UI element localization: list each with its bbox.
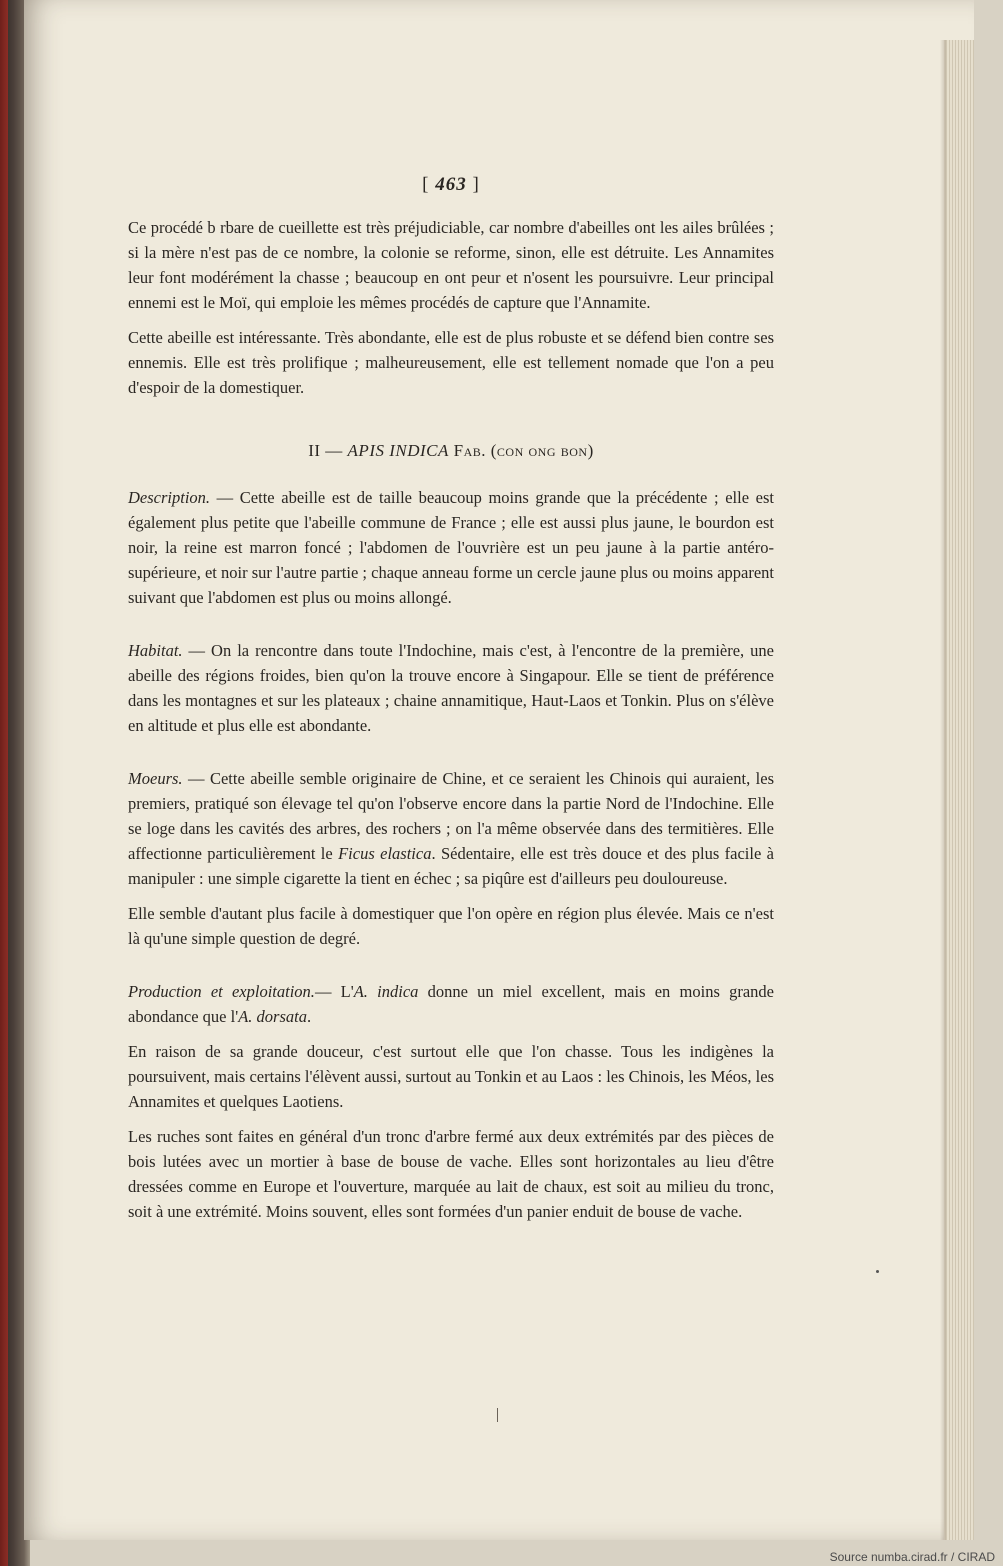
binding-edge [0,0,8,1566]
page-edges [944,40,974,1540]
page-number: [ 463 ] [422,174,480,195]
paragraph: En raison de sa grande douceur, c'est surtout elle que l'on chasse. Tous les indigènes la poursuivent, mais certains l'élèvent aussi, surtout au Tonkin et au Laos : les Chinois, les Méos, les Annamites et quelques Laotiens. [128,1042,774,1111]
moeurs-paragraph: Moeurs. — Cette abeille semble originaire de Chine, et ce seraient les Chinois qui auraient, les premiers, pratiqué son élevage tel qu'on l'observe encore dans la partie Nord de l'Indochine. Elle se loge dans les cavités des arbres, des rochers ; on l'a même observée dans des termitières. Elle affectionne particulièrement le Ficus elastica. Sédentaire, elle est très douce et des plus facile à manipuler : une simple cigarette la tient en échec ; sa piqûre est d'ailleurs peu douloureuse. [128,769,774,888]
production-paragraph: Production et exploitation.— L'A. indica donne un miel excellent, mais en moins grande abondance que l'A. dorsata. [128,982,774,1026]
paragraph: Les ruches sont faites en général d'un tronc d'arbre fermé aux deux extrémités par des pièces de bois lutées avec un mortier à base de bouse de vache. Elles sont horizontales au lieu d'être dressées comme en Europe et l'ouverture, marquée au lait de chaux, est soit au milieu du tronc, soit à une extrémité. Moins souvent, elles sont formées d'un panier enduit de bouse de vache. [128,1127,774,1221]
paragraph: Elle semble d'autant plus facile à domestiquer que l'on opère en région plus élevée. Mais ce n'est là qu'une simple question de degré. [128,904,774,948]
description-paragraph: Description. — Cette abeille est de taille beaucoup moins grande que la précédente ; elle est également plus petite que l'abeille commune de France ; elle est aussi plus jaune, le bourdon est noir, la reine est marron foncé ; l'abdomen de l'ouvrière est un peu jaune à la partie antéro-supérieure, et noir sur l'autre partie ; chaque anneau forme un cercle jaune plus ou moins apparent suivant que l'abdomen est plus ou moins allongé. [128,488,774,607]
source-credit: Source numba.cirad.fr / CIRAD [829,1550,995,1564]
page-text [128,172,774,1234]
section-heading: II — APIS INDICA Fab. (con ong bon) [308,441,594,460]
paragraph: Ce procédé b rbare de cueillette est très préjudiciable, car nombre d'abeilles ont les ailes brûlées ; si la mère n'est pas de ce nombre, la colonie se reforme, sinon, elle est détruite. Les Annamites leur font modérément la chasse ; beaucoup en ont peur et n'osent les poursuivre. Leur principal ennemi est le Moï, qui emploie les mêmes procédés de capture que l'Annamite. [128,218,774,312]
paragraph: Cette abeille est intéressante. Très abondante, elle est de plus robuste et se défend bien contre ses ennemis. Elle est très prolifique ; malheureusement, elle est tellement nomade que l'on a peu d'espoir de la domestiquer. [128,328,774,397]
habitat-paragraph: Habitat. — On la rencontre dans toute l'Indochine, mais c'est, à l'encontre de la première, une abeille des régions froides, bien qu'on la trouve encore à Singapour. Elle se tient de préférence dans les montagnes et sur les plateaux ; chaine annamitique, Haut-Laos et Tonkin. Plus on s'élève en altitude et plus elle est abondante. [128,641,774,735]
